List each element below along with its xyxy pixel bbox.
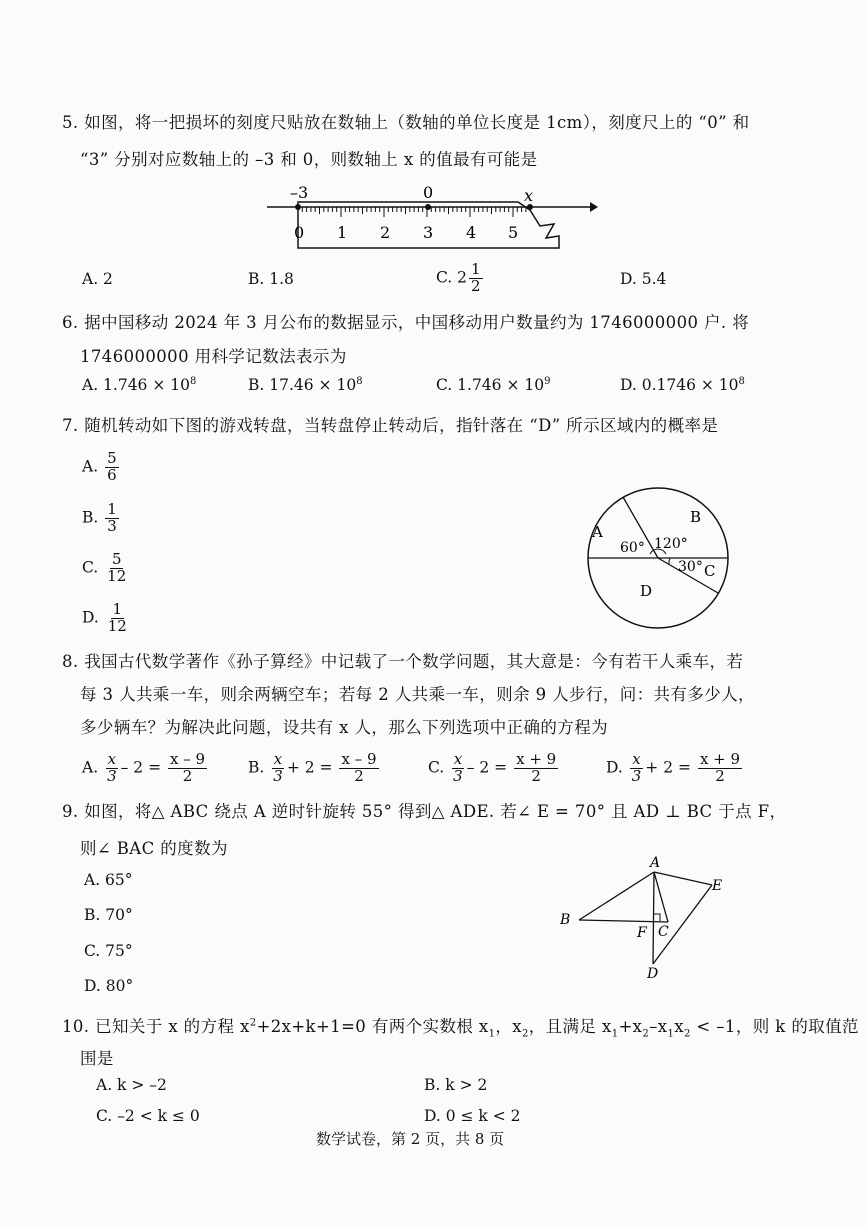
segment-ab <box>579 872 654 920</box>
q7-option-d-label: D. <box>82 608 99 627</box>
point-label-a: A <box>650 855 661 871</box>
page-footer: 数学试卷，第 2 页，共 8 页 <box>316 1130 505 1148</box>
q7-option-b-fraction <box>105 502 119 535</box>
q7-option-b-label: B. <box>82 508 99 527</box>
fraction-denominator: 2 <box>354 766 364 785</box>
q7-option-d-fraction <box>106 602 129 635</box>
q6-option-c <box>436 376 550 394</box>
point-label-d: D <box>647 966 659 982</box>
q10-text-c: +2x+k+1=0 有两个实数根 x <box>256 1017 489 1036</box>
q8-option-a-middle: – 2 = <box>120 758 162 777</box>
q10-sub-1a: 1 <box>488 1028 496 1040</box>
fraction-numerator: x – 9 <box>170 750 206 768</box>
fraction-denominator: 3 <box>107 516 117 535</box>
point-label-b: B <box>560 912 571 928</box>
q5-ruler-figure <box>262 180 602 252</box>
q5-stem-line1: 5. 如图，将一把损坏的刻度尺贴放在数轴上（数轴的单位长度是 1cm），刻度尺上的 “0” 和 <box>62 113 750 132</box>
q8-stem-line3: 多少辆车？为解决此问题，设共有 x 人，那么下列选项中正确的方程为 <box>80 718 608 737</box>
q6-option-b <box>248 376 363 394</box>
region-label-a: A <box>592 523 603 541</box>
q8-option-d <box>606 752 744 785</box>
q10-text-g: ，且满足 x <box>528 1017 612 1036</box>
q7-option-c <box>82 552 130 585</box>
q8-option-d-middle: + 2 = <box>645 758 691 777</box>
axis-label-neg3: –3 <box>290 183 309 202</box>
q6-stem-line2: 1746000000 用科学记数法表示为 <box>80 347 347 366</box>
q8-option-a-left-fraction <box>105 752 119 785</box>
fraction-denominator: 3 <box>631 766 642 785</box>
q8-option-c-label: C. <box>428 758 445 777</box>
angle-label-60: 60° <box>620 540 645 556</box>
q6-option-c-base: C. 1.746 × 10 <box>436 376 545 395</box>
q10-exp-2: 2 <box>249 1017 257 1029</box>
q5-option-d: D. 5.4 <box>620 270 667 288</box>
q10-sub-1b: 1 <box>611 1028 619 1040</box>
q9-triangle-figure <box>552 852 732 982</box>
q8-option-d-right-fraction <box>698 752 742 785</box>
q5-option-c-whole: C. 2 <box>436 268 468 287</box>
q8-option-a-right-fraction <box>168 752 207 785</box>
q8-option-a <box>82 752 209 785</box>
q7-option-a-label: A. <box>82 457 99 476</box>
q10-text-k: –x <box>649 1017 668 1036</box>
q8-option-b-left-fraction <box>271 752 285 785</box>
fraction-denominator: 2 <box>715 766 725 785</box>
region-label-b: B <box>690 508 702 526</box>
q6-option-c-exponent: 9 <box>544 376 551 387</box>
q6-option-d-exponent: 8 <box>738 376 745 387</box>
q7-option-b <box>82 502 121 535</box>
q9-option-c: C. 75° <box>84 942 133 960</box>
q7-option-a <box>82 451 121 484</box>
q10-sub-2b: 2 <box>642 1028 650 1040</box>
fraction-denominator: 12 <box>107 616 127 635</box>
q7-stem-line1: 7. 随机转动如下图的游戏转盘，当转盘停止转动后，指针落在 “D” 所示区域内的概率是 <box>62 416 719 435</box>
q8-stem-line2: 每 3 人共乘一车，则余两辆空车；若每 2 人共乘一车，则余 9 人步行，问：共有多少人， <box>80 685 755 704</box>
fraction-numerator: 1 <box>107 500 117 518</box>
fraction-numerator: x <box>632 750 641 768</box>
region-label-c: C <box>704 562 716 580</box>
ruler-label-5: 5 <box>508 223 519 242</box>
q10-sub-2a: 2 <box>521 1028 529 1040</box>
q6-option-b-exponent: 8 <box>356 376 363 387</box>
q8-option-d-label: D. <box>606 758 623 777</box>
fraction-numerator: x <box>273 750 283 768</box>
q5-option-b: B. 1.8 <box>248 270 294 288</box>
segment-ae <box>654 872 712 885</box>
q8-option-b <box>248 752 381 785</box>
q6-option-a <box>82 376 196 394</box>
ruler-label-3: 3 <box>423 223 434 242</box>
region-label-d: D <box>640 582 653 600</box>
fraction-numerator: 1 <box>471 260 481 278</box>
q10-sub-1c: 1 <box>667 1028 675 1040</box>
ruler-label-0: 0 <box>294 223 305 242</box>
q8-option-c <box>428 752 560 785</box>
fraction-numerator: x <box>107 750 117 768</box>
q5-stem-line2: “3” 分别对应数轴上的 –3 和 0，则数轴上 x 的值最有可能是 <box>80 150 538 169</box>
fraction-numerator: x + 9 <box>699 750 741 768</box>
q7-option-c-label: C. <box>82 558 99 577</box>
fraction-denominator: 3 <box>453 766 463 785</box>
ruler-label-4: 4 <box>466 223 477 242</box>
fraction-numerator: x – 9 <box>341 750 377 768</box>
q7-option-d <box>82 602 131 635</box>
fraction-numerator: x <box>453 750 463 768</box>
q10-stem-line1 <box>62 1013 859 1039</box>
q5-option-c <box>436 262 485 295</box>
q10-option-a: A. k > –2 <box>96 1076 167 1094</box>
ruler-label-1: 1 <box>337 223 348 242</box>
ruler-label-2: 2 <box>380 223 391 242</box>
point-0 <box>425 204 431 210</box>
point-label-e: E <box>712 878 723 894</box>
q8-stem-line1: 8. 我国古代数学著作《孙子算经》中记载了一个数学问题，其大意是：今有若干人乘车，若 <box>62 652 744 671</box>
q10-sub-2c: 2 <box>684 1028 691 1040</box>
number-line-arrow <box>590 202 598 212</box>
fraction-numerator: 5 <box>111 550 122 568</box>
q10-text-e: ，x <box>495 1017 522 1036</box>
q7-spinner-figure <box>580 480 736 636</box>
q6-option-d <box>620 376 745 394</box>
q8-option-b-label: B. <box>248 758 265 777</box>
q6-stem-line1: 6. 据中国移动 2024 年 3 月公布的数据显示，中国移动用户数量约为 1746000000 户. 将 <box>62 313 750 332</box>
q5-option-c-fraction <box>469 262 483 295</box>
fraction-denominator: 2 <box>471 276 481 295</box>
q9-option-d: D. 80° <box>84 977 134 995</box>
q8-option-b-middle: + 2 = <box>286 758 333 777</box>
q8-option-d-left-fraction <box>630 752 644 785</box>
angle-arc-30 <box>669 558 670 564</box>
q10-text-a: 10. 已知关于 x 的方程 x <box>62 1017 250 1036</box>
q7-option-a-fraction <box>105 451 119 484</box>
q7-option-c-fraction <box>105 552 128 585</box>
q9-option-a: A. 65° <box>84 871 133 889</box>
q10-option-b: B. k > 2 <box>424 1076 488 1094</box>
point-label-f: F <box>637 925 647 941</box>
fraction-denominator: 2 <box>182 766 193 785</box>
q8-option-b-right-fraction <box>339 752 378 785</box>
fraction-denominator: 6 <box>107 465 117 484</box>
q6-option-d-base: D. 0.1746 × 10 <box>620 376 739 395</box>
fraction-denominator: 12 <box>107 566 127 585</box>
q8-option-c-left-fraction <box>451 752 465 785</box>
q10-text-o: < –1，则 k 的取值范 <box>690 1017 859 1036</box>
angle-label-30: 30° <box>678 559 703 575</box>
q10-text-i: +x <box>618 1017 643 1036</box>
q9-option-b: B. 70° <box>84 906 133 924</box>
q9-stem-line2: 则∠ BAC 的度数为 <box>80 839 228 858</box>
angle-label-120: 120° <box>654 536 688 552</box>
segment-bc <box>579 920 668 922</box>
axis-label-x: x <box>524 186 534 205</box>
q10-stem-line2: 围是 <box>80 1049 114 1068</box>
q5-option-a: A. 2 <box>82 270 113 288</box>
q8-option-a-label: A. <box>82 758 99 777</box>
fraction-denominator: 2 <box>531 766 541 785</box>
ruler-ticks <box>298 207 526 217</box>
q6-option-a-base: A. 1.746 × 10 <box>82 376 190 395</box>
fraction-numerator: 1 <box>112 600 123 618</box>
q10-text-m: x <box>674 1017 684 1036</box>
q8-option-c-right-fraction <box>514 752 558 785</box>
q6-option-b-base: B. 17.46 × 10 <box>248 376 357 395</box>
fraction-denominator: 3 <box>107 766 117 785</box>
fraction-numerator: x + 9 <box>516 750 557 768</box>
q8-option-c-middle: – 2 = <box>466 758 508 777</box>
right-angle-mark <box>654 914 660 921</box>
fraction-numerator: 5 <box>107 449 117 467</box>
fraction-denominator: 3 <box>273 766 283 785</box>
q6-option-a-exponent: 8 <box>190 376 197 387</box>
axis-label-0: 0 <box>423 183 434 202</box>
q10-option-d: D. 0 ≤ k < 2 <box>424 1107 521 1125</box>
segment-ad <box>653 872 654 964</box>
q9-stem-line1: 9. 如图，将△ ABC 绕点 A 逆时针旋转 55° 得到△ ADE. 若∠ E = 70° 且 AD ⊥ BC 于点 F， <box>62 802 787 821</box>
point-label-c: C <box>658 924 669 940</box>
q10-option-c: C. –2 < k ≤ 0 <box>96 1107 200 1125</box>
